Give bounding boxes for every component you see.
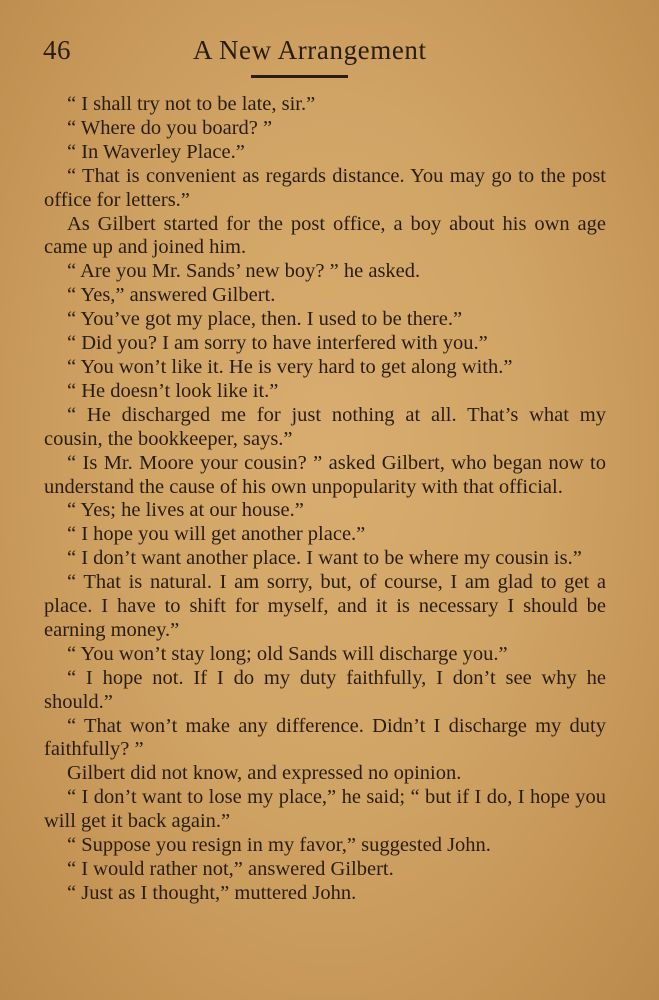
paragraph: “ You’ve got my place, then. I used to be there.” (67, 308, 463, 331)
paragraph: “ Just as I thought,” muttered John. (67, 881, 357, 904)
paragraph: As Gilbert started for the post office, a boy about his own age came up and joined him. (44, 212, 606, 259)
paragraph: “ You won’t like it. He is very hard to get along with.” (67, 355, 513, 378)
paragraph: “ I shall try not to be late, sir.” (67, 93, 316, 115)
paragraph: “ Suppose you resign in my favor,” suggested John. (67, 834, 491, 857)
paragraph: “ I hope not. If I do my duty faithfully, I don’t see why he should.” (44, 666, 606, 713)
paragraph: “ He discharged me for just nothing at all. That’s what my cousin, the bookkeeper, says.” (44, 403, 606, 450)
paragraph: “ That is natural. I am sorry, but, of course, I am glad to get a place. I have to shift for myself, and it is necessary I should be earning money.” (44, 571, 606, 641)
page-number: 46 (43, 35, 71, 65)
paragraph: “ Is Mr. Moore your cousin? ” asked Gilbert, who began now to understand the cause of his own unpopularity with that official. (44, 451, 606, 498)
paragraph: “ Yes; he lives at our house.” (67, 499, 304, 522)
paragraph: “ Where do you board? ” (67, 116, 273, 139)
body-text (44, 93, 606, 906)
paragraph: “ He doesn’t look like it.” (67, 379, 279, 402)
paragraph: “ You won’t stay long; old Sands will discharge you.” (67, 642, 508, 665)
paragraph: Gilbert did not know, and expressed no opinion. (67, 762, 462, 785)
paragraph: “ I don’t want to lose my place,” he said; “ but if I do, I hope you will get it back again.” (44, 786, 606, 833)
header-rule (251, 75, 348, 78)
page-header (43, 30, 621, 70)
running-title: A New Arrangement (193, 35, 427, 65)
paragraph: “ I don’t want another place. I want to be where my cousin is.” (67, 547, 582, 570)
paragraph: “ That is convenient as regards distance. You may go to the post office for letters.” (44, 164, 606, 211)
paragraph: “ I hope you will get another place.” (67, 523, 366, 546)
paragraph: “ I would rather not,” answered Gilbert. (67, 858, 394, 880)
paragraph: “ That won’t make any difference. Didn’t I discharge my duty faithfully? ” (44, 714, 606, 761)
paragraph: “ Did you? I am sorry to have interfered with you.” (67, 332, 488, 355)
paragraph: “ Are you Mr. Sands’ new boy? ” he asked. (67, 260, 421, 283)
paragraph: “ Yes,” answered Gilbert. (67, 284, 276, 307)
paragraph: “ In Waverley Place.” (67, 140, 245, 163)
